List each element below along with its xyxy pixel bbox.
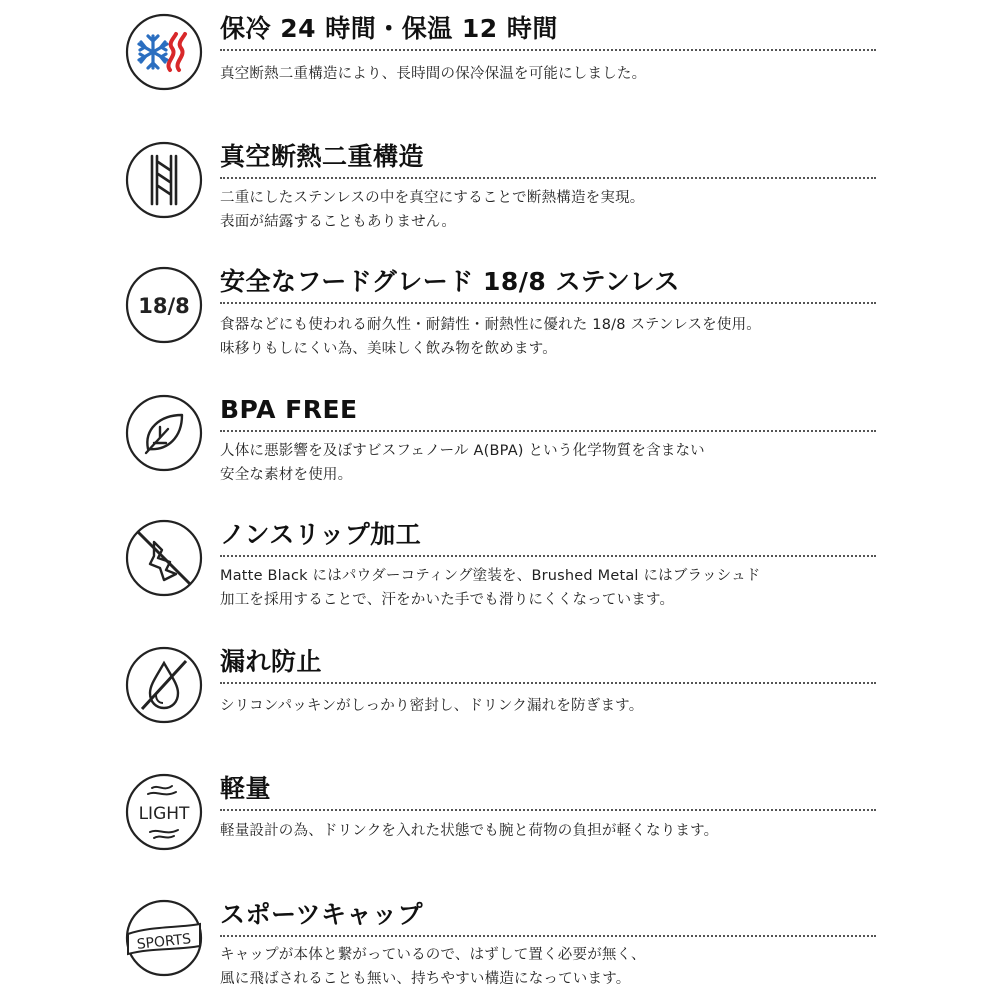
feature-title: 保冷 24 時間・保温 12 時間 <box>220 14 558 43</box>
description-line: 軽量設計の為、ドリンクを入れた状態でも腕と荷物の負担が軽くなります。 <box>220 823 719 839</box>
feature-stainless <box>0 265 1000 375</box>
description-line: 安全な素材を使用。 <box>220 467 353 483</box>
divider <box>220 302 876 304</box>
icon-label: LIGHT <box>138 804 190 824</box>
feature-title: 漏れ防止 <box>220 647 323 676</box>
feature-description <box>220 62 646 86</box>
feature-title: スポーツキャップ <box>220 900 424 929</box>
description-line: シリコンパッキンがしっかり密封し、ドリンク漏れを防ぎます。 <box>220 698 644 714</box>
icon-label: 18/8 <box>138 294 190 318</box>
description-line: Matte Black にはパウダーコティング塗装を、Brushed Metal にはブラッシュド <box>220 568 761 584</box>
divider <box>220 430 876 432</box>
feature-description <box>220 819 718 843</box>
icon-label: SPORTS <box>136 931 192 953</box>
description-line: 二重にしたステンレスの中を真空にすることで断熱構造を実現。 <box>220 190 645 206</box>
divider <box>220 935 876 937</box>
divider <box>220 809 876 811</box>
feature-lightweight <box>0 772 1000 882</box>
feature-description <box>220 186 645 234</box>
feature-bpa-free <box>0 393 1000 503</box>
feature-title: 安全なフードグレード 18/8 ステンレス <box>220 267 680 296</box>
feature-description <box>220 313 761 361</box>
divider <box>220 555 876 557</box>
description-line: 人体に悪影響を及ぼすビスフェノール A(BPA) という化学物質を含まない <box>220 443 705 459</box>
description-line: 風に飛ばされることも無い、持ちやすい構造になっています。 <box>220 971 631 987</box>
double-wall-icon <box>124 140 204 220</box>
feature-title: ノンスリップ加工 <box>220 520 422 549</box>
description-line: 食器などにも使われる耐久性・耐錆性・耐熱性に優れた 18/8 ステンレスを使用。 <box>220 317 761 333</box>
stainless-18-8-icon <box>124 265 204 345</box>
no-leak-drop-icon <box>124 645 204 725</box>
snowflake-flame-icon <box>124 12 204 92</box>
feature-cold-hot <box>0 12 1000 122</box>
no-slip-icon <box>124 518 204 598</box>
light-icon <box>124 772 204 852</box>
feature-title: 軽量 <box>220 774 272 803</box>
feature-sports-cap <box>0 898 1000 1008</box>
feature-description <box>220 564 760 612</box>
divider <box>220 49 876 51</box>
feature-description <box>220 943 646 991</box>
feature-description <box>220 694 643 718</box>
sports-icon <box>124 898 204 978</box>
description-line: 真空断熱二重構造により、長時間の保冷保温を可能にしました。 <box>220 66 647 82</box>
feature-leak-proof <box>0 645 1000 755</box>
feature-title: 真空断熱二重構造 <box>220 142 425 171</box>
divider <box>220 177 876 179</box>
feature-title: BPA FREE <box>220 395 358 424</box>
feature-description <box>220 439 705 487</box>
description-line: 加工を採用することで、汗をかいた手でも滑りにくくなっています。 <box>220 592 675 608</box>
leaf-icon <box>124 393 204 473</box>
feature-vacuum-double-wall <box>0 140 1000 250</box>
description-line: 味移りもしにくい為、美味しく飲み物を飲めます。 <box>220 341 557 357</box>
description-line: キャップが本体と繋がっているので、はずして置く必要が無く、 <box>220 947 646 963</box>
feature-non-slip <box>0 518 1000 628</box>
description-line: 表面が結露することもありません。 <box>220 214 457 230</box>
divider <box>220 682 876 684</box>
